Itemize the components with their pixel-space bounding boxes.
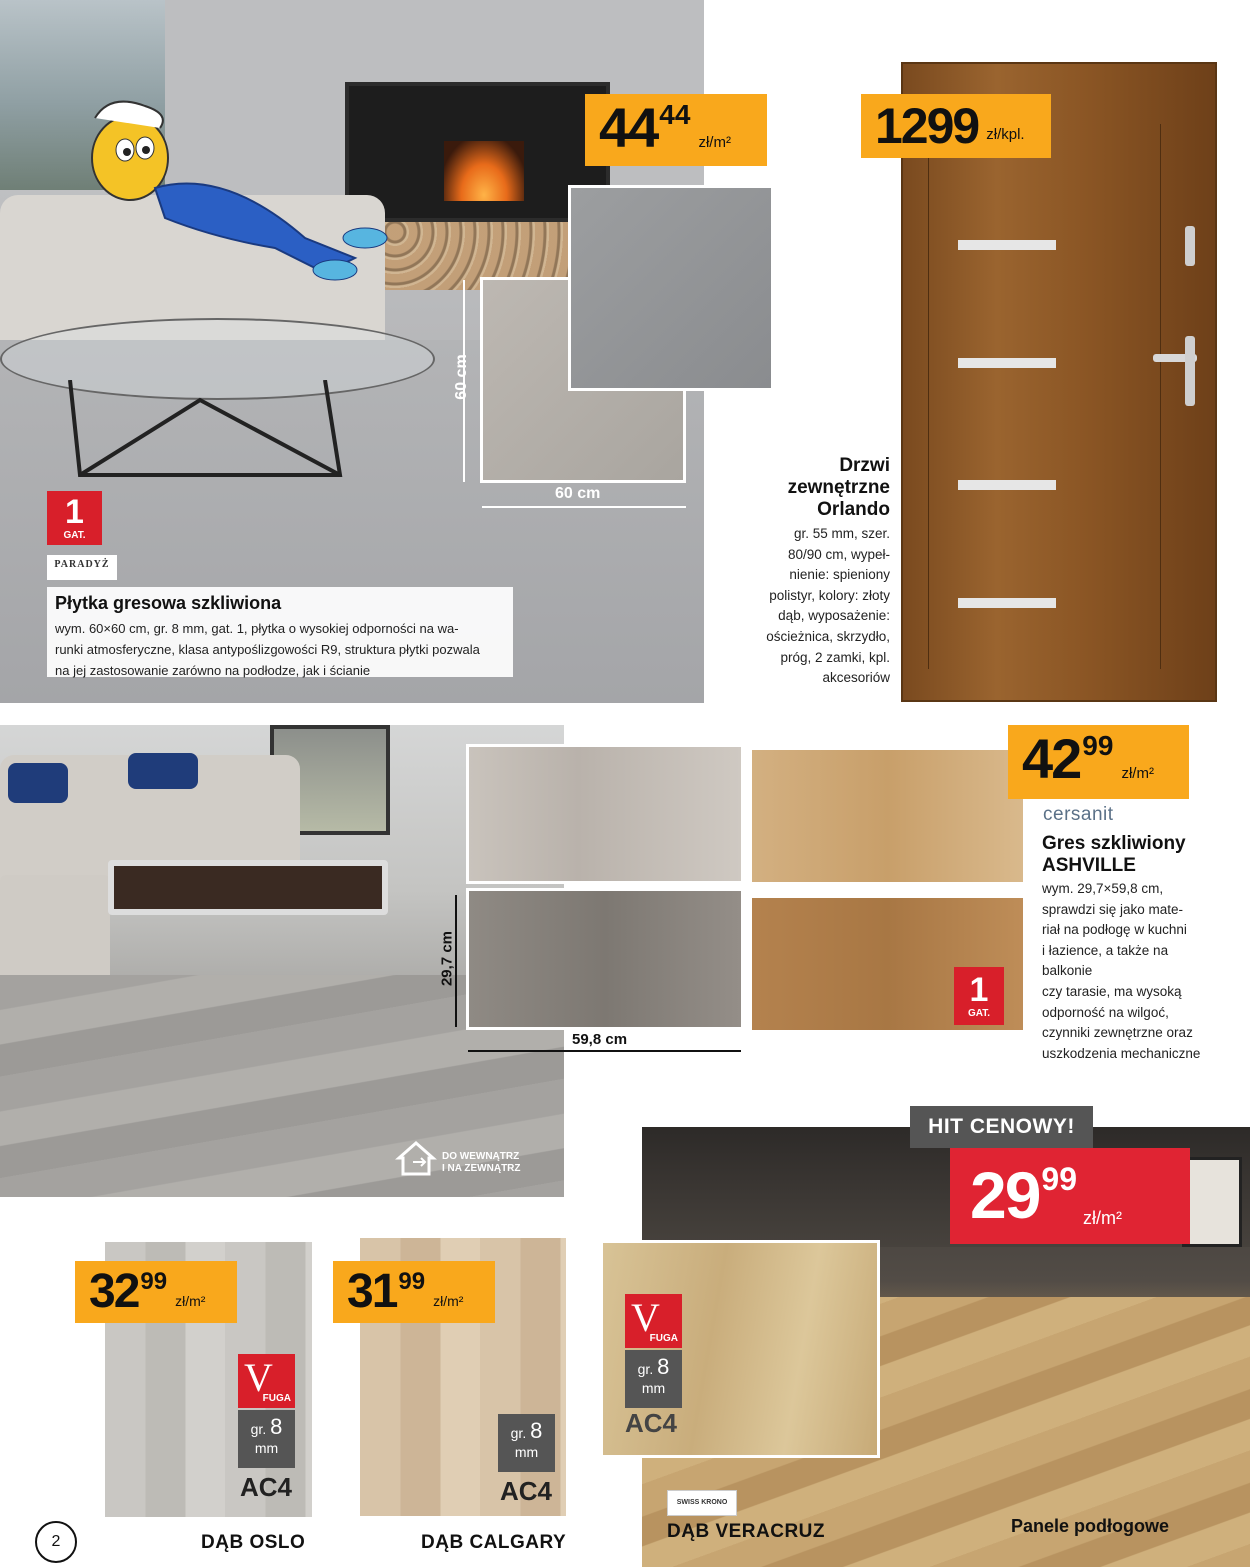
tiles-description: [55, 618, 505, 681]
page-number-text: 2: [51, 1533, 61, 1550]
oslo-fuga-label: FUGA: [262, 1393, 291, 1404]
ashville-title-line: ASHVILLE: [1042, 855, 1136, 876]
panels-category: Panele podłogowe: [1011, 1516, 1170, 1536]
calgary-thickness-badge: [498, 1414, 555, 1472]
mascot-illustration: [75, 88, 395, 288]
door-title-line: Orlando: [817, 499, 890, 520]
door-groove: [928, 124, 1161, 669]
tiles-grade-badge: [47, 491, 102, 545]
calgary-name: DĄB CALGARY: [421, 1532, 567, 1553]
veracruz-name: DĄB VERACRUZ: [667, 1521, 825, 1542]
ashville-title: [1042, 833, 1186, 877]
oslo-name: DĄB OSLO: [201, 1532, 306, 1553]
door-description-line: ościeżnica, skrzydło,: [766, 628, 890, 644]
table-legs: [40, 380, 370, 490]
thickness-unit: mm: [254, 1440, 279, 1456]
indoor-outdoor-line: I NA ZEWNĄTRZ: [442, 1163, 521, 1174]
oslo-price-dec: 99: [140, 1268, 168, 1295]
door-title-line: Drzwi: [839, 455, 890, 476]
thickness-value: 8: [270, 1414, 283, 1439]
thickness-label: gr.: [510, 1425, 527, 1441]
door-image: [901, 62, 1217, 702]
door-description-line: próg, 2 zamki, kpl.: [780, 649, 890, 665]
thickness-label: gr.: [250, 1421, 267, 1437]
door-handle-plate: [1185, 336, 1195, 406]
tiles-description-line: wym. 60×60 cm, gr. 8 mm, gat. 1, płytka o wysokiej odporności na wa-: [55, 621, 459, 636]
ashville-price-tag: [1008, 725, 1189, 799]
ashville-dimension-horizontal-line: [468, 1050, 741, 1052]
indoor-outdoor-line: DO WEWNĄTRZ: [442, 1151, 520, 1162]
oslo-price-tag: [75, 1261, 237, 1323]
house-icon: [395, 1140, 437, 1176]
ashville-dimension-vertical: 29,7 cm: [438, 930, 456, 987]
ashville-title-line: Gres szkliwiony: [1042, 833, 1186, 854]
thickness-value: 8: [530, 1418, 543, 1443]
thickness-unit: mm: [514, 1444, 539, 1460]
door-price-tag: [861, 94, 1051, 158]
tiles-price-dec: 44: [659, 99, 691, 130]
ashville-dimension-horizontal: 59,8 cm: [572, 1031, 628, 1048]
tiles-grade-label: GAT.: [63, 530, 86, 541]
thickness-unit: mm: [641, 1380, 666, 1396]
ashville-description-line: uszkodzenia mechaniczne: [1042, 1045, 1201, 1061]
door-title-line: zewnętrzne: [787, 477, 890, 498]
tiles-price-unit: zł/m²: [698, 134, 731, 151]
ashville-grade-label: GAT.: [967, 1008, 991, 1019]
hit-price-unit: zł/m²: [1083, 1208, 1123, 1228]
ashville-grade-number: 1: [969, 971, 989, 1009]
tile-dimension-horizontal-line: [482, 506, 686, 508]
oslo-thickness-badge: [238, 1410, 295, 1468]
door-description-line: polistyr, kolory: złoty: [769, 587, 890, 603]
door-title: [740, 455, 890, 521]
sofa-cushion: [128, 753, 198, 789]
door-description-line: dąb, wyposażenie:: [778, 608, 890, 624]
ashville-description-line: i łazience, a także na: [1042, 942, 1169, 958]
ashville-price-unit: zł/m²: [1121, 765, 1154, 782]
door-lock-icon: [1185, 226, 1195, 266]
door-description-line: gr. 55 mm, szer.: [793, 526, 890, 541]
door-window-strip: [958, 240, 1056, 250]
ashville-price-int: 42: [1022, 727, 1081, 790]
door-description-line: akcesoriów: [822, 670, 890, 686]
veracruz-thickness-badge: [625, 1350, 682, 1408]
tiles-price-int: 44: [599, 96, 658, 159]
door-window-strip: [958, 358, 1056, 368]
thickness-row: [498, 1418, 555, 1444]
oslo-price-unit: zł/m²: [175, 1293, 206, 1309]
page-number: [35, 1521, 77, 1563]
hit-price-dec: 99: [1041, 1161, 1078, 1197]
ashville-price-dec: 99: [1082, 730, 1114, 761]
v-letter: V: [631, 1295, 660, 1340]
door-window-strip: [958, 598, 1056, 608]
cersanit-logo: cersanit: [1043, 804, 1114, 825]
tiles-title: Płytka gresowa szkliwiona: [55, 593, 282, 613]
thickness-row: [238, 1414, 295, 1440]
ashville-tile-light-oak: [749, 747, 1026, 885]
ashville-description-line: czy tarasie, ma wysoką: [1042, 983, 1182, 999]
hit-price-tag: [950, 1148, 1190, 1244]
tiles-description-panel: [47, 587, 513, 677]
tiles-price-tag: [585, 94, 767, 166]
oslo-class: AC4: [240, 1472, 293, 1502]
calgary-price-int: 31: [347, 1265, 397, 1318]
thickness-value: 8: [657, 1354, 670, 1379]
paradyz-logo-text: PARADYŻ: [54, 559, 110, 570]
veracruz-fuga-label: FUGA: [649, 1333, 678, 1344]
door-description: [720, 524, 890, 689]
door-description-line: nienie: spieniony: [789, 567, 890, 583]
hit-price-int: 29: [970, 1158, 1040, 1232]
thickness-label: gr.: [637, 1361, 654, 1377]
ashville-description-line: sprawdzi się jako mate-: [1042, 901, 1184, 917]
calgary-class: AC4: [500, 1476, 553, 1506]
door-window-strip: [958, 480, 1056, 490]
tile-swatch-dark: [568, 185, 774, 391]
door-price-int: 1299: [875, 98, 979, 154]
hit-banner: HIT CENOWY!: [910, 1106, 1093, 1148]
tile-dimension-horizontal: 60 cm: [555, 485, 601, 502]
door-price-unit: zł/kpl.: [986, 126, 1025, 143]
calgary-price-tag: [333, 1261, 495, 1323]
swiss-krono-logo: [667, 1490, 737, 1516]
sofa-cushion: [8, 763, 68, 803]
ashville-description-line: balkonie: [1042, 963, 1093, 979]
ashville-description-line: odporność na wilgoć,: [1042, 1004, 1169, 1020]
door-description-line: 80/90 cm, wypeł-: [787, 546, 890, 562]
tiles-grade-number: 1: [65, 493, 84, 531]
paradyz-logo: [47, 555, 117, 580]
v-letter: V: [244, 1355, 273, 1400]
calgary-price-unit: zł/m²: [433, 1293, 464, 1309]
ashville-description-line: wym. 29,7×59,8 cm,: [1042, 881, 1164, 896]
thickness-row: [625, 1354, 682, 1380]
veracruz-class: AC4: [625, 1408, 678, 1438]
ashville-tile-light-gray: [466, 744, 744, 884]
calgary-price-dec: 99: [398, 1268, 426, 1295]
tiles-description-line: runki atmosferyczne, klasa antypoślizgowości R9, struktura płytki pozwala: [55, 642, 480, 657]
tile-dimension-vertical: 60 cm: [453, 354, 470, 400]
tiles-description-line: na jej zastosowanie zarówno na podłodze, jak i ścianie: [55, 663, 371, 678]
oslo-price-int: 32: [89, 1265, 139, 1318]
oslo-fuga-badge: [238, 1354, 295, 1408]
wall-art: [1182, 1157, 1242, 1247]
ashville-tile-dark-gray: [466, 888, 744, 1030]
indoor-outdoor-label: [395, 1140, 555, 1180]
ashville-description-line: riał na podłogę w kuchni: [1042, 922, 1187, 938]
ashville-description-line: czynniki zewnętrzne oraz: [1042, 1025, 1193, 1041]
coffee-table: [108, 860, 388, 915]
ashville-grade-badge: [954, 967, 1004, 1025]
veracruz-fuga-badge: [625, 1294, 682, 1348]
ashville-description: [1042, 879, 1242, 1064]
swiss-krono-logo-text: SWISS KRONO: [676, 1499, 728, 1506]
